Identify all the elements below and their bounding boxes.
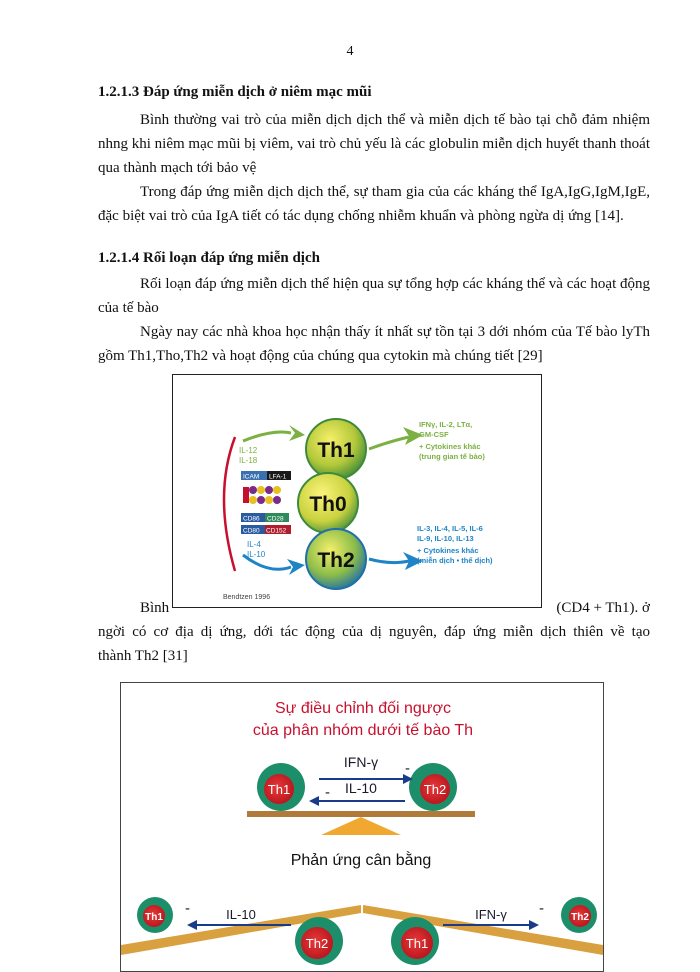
il18-label: IL-18 [239,456,258,465]
paragraph-allergy-line: ngời có cơ địa dị ứng, dới tác động của dị nguyên, đáp ứng miễn dịch thiên về tạo [98,624,650,640]
th-differentiation-figure [172,374,542,608]
bottom-ifn-arrow-head [529,920,539,930]
paragraph-fragment-start: Bình [140,600,170,616]
cd86-label: CD86 [243,515,260,523]
th2-output-arrow [369,559,409,563]
il4-label: IL-4 [247,540,261,549]
il10-arrow-head [309,796,319,806]
th1-output-line-1: IFNγ, IL-2, LTα, [419,420,473,429]
bottom-il10-label: IL-10 [226,907,256,922]
th2-cell-label: Th2 [317,549,355,572]
bottom-il10-arrow-head [187,920,197,930]
th1-output-line-4: (trung gian tế bào) [419,452,485,461]
th0-cell-label: Th0 [309,493,347,516]
figure2-title-line-2: của phân nhóm dưới tế bào Th [252,722,474,739]
ifn-gamma-label: IFN-γ [343,754,379,770]
th-regulation-figure [120,682,604,972]
th-differentiation-diagram [173,375,541,607]
mhc-peptide-complex [243,486,281,504]
th1-output-line-2: GM-CSF [419,430,449,439]
cd80-label: CD80 [243,527,260,535]
figure2-title-line-1: Sự điều chỉnh đối ngược [274,700,452,717]
il12-label: IL-12 [239,446,258,455]
page-number: 4 [346,44,354,59]
il10-label: IL-10 [345,780,377,796]
paragraph-allergy-end: thành Th2 [31] [98,648,188,664]
bottom-ifn-label: IFN-γ [475,907,507,922]
figure-credit: Bendtzen 1996 [223,594,271,601]
th1-output-line-3: + Cytokines khác [419,442,481,451]
bottom-th2-small-label: Th2 [571,912,589,923]
th2-output-line-2: IL-9, IL-10, IL-13 [417,534,474,543]
il10-minus-sign: - [325,784,330,801]
paragraph-th-subgroups: Ngày nay các nhà khoa học nhận thấy ít nhất sự tồn tại 3 dới nhóm của Tế bào lyTh gồm Th1,Tho,Th2 và hoạt động của chúng qua cytokin mà chúng tiết [29] [98,324,650,364]
paragraph-normal-immunity: Bình thường vai trò của miễn dịch dịch thể và miễn dịch tế bào tại chỗ đảm nhiệm nhng khi niêm mạc mũi bị viêm, vai trò chủ yếu là các globulin miễn dịch huyết thanh thoát qua thành mạch tới bảo vệ [98,112,650,176]
ifn-minus-sign: - [405,760,410,777]
th-regulation-diagram [121,683,603,971]
th2-output-line-1: IL-3, IL-4, IL-5, IL-6 [417,524,483,533]
cd28-label: CD28 [267,515,284,523]
balance-fulcrum [321,817,401,835]
cd152-label: CD152 [266,527,287,535]
section-heading-1-2-1-4: 1.2.1.4 Rối loạn đáp ứng miễn dịch [98,250,320,266]
section-heading-1-2-1-3: 1.2.1.3 Đáp ứng miễn dịch ở niêm mạc mũi [98,84,372,100]
bottom-right-minus-sign: - [539,900,544,917]
il12-arrow [243,432,291,441]
top-th1-label: Th1 [267,782,291,797]
bottom-th1-large-label: Th1 [405,936,429,951]
th1-output-arrow [369,437,409,449]
th2-output-line-4: (miễn dịch • thể dịch) [417,556,493,565]
th1-cell-label: Th1 [317,439,355,462]
paragraph-humoral-immunity: Trong đáp ứng miễn dịch dịch thể, sự tham gia của các kháng thể IgA,IgG,IgM,IgE, đặc biệt vai trò của IgA tiết có tác dụng chống nhiễm khuẩn và phòng ngừa dị ứng [14]. [98,184,650,224]
th2-output-line-3: + Cytokines khác [417,546,479,555]
icam-label: ICAM [243,473,260,481]
bottom-th2-large-label: Th2 [305,936,329,951]
paragraph-fragment-right: (CD4 + Th1). ở [556,600,650,616]
balance-beam [247,811,475,817]
il10-label: IL-10 [247,550,266,559]
top-th2-label: Th2 [423,782,447,797]
lfa1-label: LFA-1 [269,473,287,481]
bottom-th1-small-label: Th1 [145,912,163,923]
paragraph-immune-disorder: Rối loạn đáp ứng miễn dịch thể hiện qua sự tổng hợp các kháng thể và các hoạt động của tế bào [98,276,650,316]
il12-arrow-head [289,425,305,441]
bottom-left-minus-sign: - [185,900,190,917]
apc-membrane-line [224,437,235,571]
balance-caption: Phản ứng cân bằng [290,852,432,869]
